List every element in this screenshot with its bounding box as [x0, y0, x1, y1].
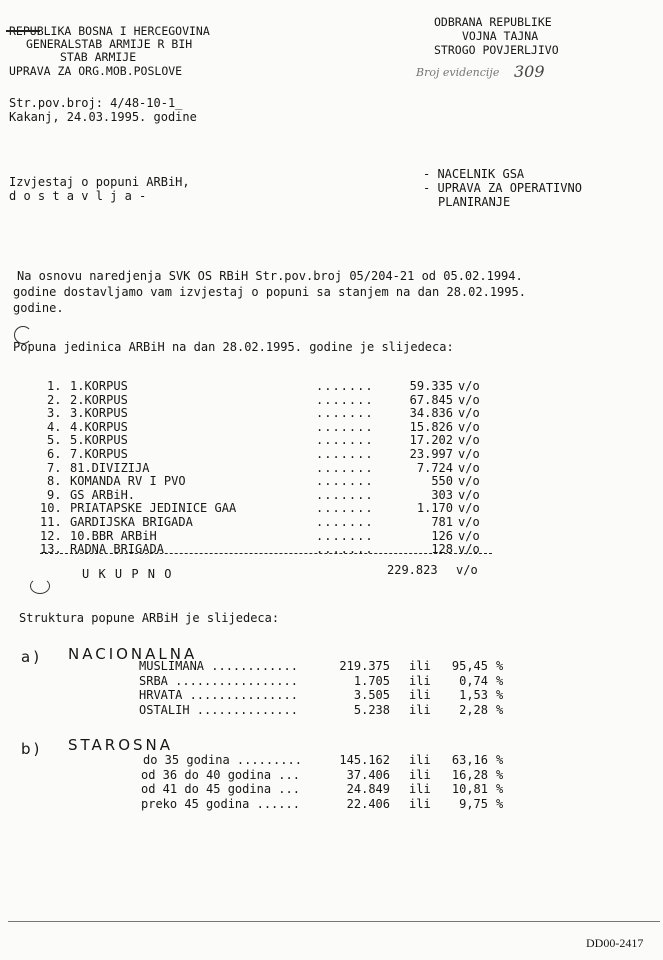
age-row — [0, 797, 663, 811]
unit-row — [0, 488, 663, 502]
unit-name: 5.KORPUS — [70, 433, 128, 448]
unit-number: 2. — [47, 392, 62, 407]
age-value: 24.849 — [346, 782, 390, 796]
age-percent: 9,75 — [459, 796, 488, 811]
unit-unit: v/o — [458, 501, 480, 516]
age-label: od 36 do 40 godina ... — [141, 767, 300, 782]
national-row — [0, 688, 663, 702]
age-row — [0, 753, 663, 767]
total-separator — [40, 553, 492, 554]
national-ili: ili — [409, 702, 431, 717]
age-percent-sign: % — [496, 753, 504, 767]
unit-name: GS ARBiH. — [70, 487, 136, 502]
unit-unit: v/o — [458, 447, 480, 461]
intro-line-3: godine. — [13, 301, 64, 315]
unit-name: RADNA BRIGADA — [70, 542, 164, 557]
unit-name: 4.KORPUS — [70, 419, 128, 434]
national-label: HRVATA ............... — [139, 688, 298, 702]
unit-row — [0, 501, 663, 515]
unit-row — [0, 393, 663, 407]
header-republic: REPUBLIKA BOSNA I HERCEGOVINA — [9, 24, 210, 38]
age-percent: 63,16 — [451, 753, 488, 767]
age-value: 145.162 — [339, 753, 390, 767]
unit-unit: v/o — [458, 392, 480, 407]
unit-dots: ....... — [316, 392, 374, 407]
unit-number: 6. — [47, 447, 62, 461]
age-percent-sign: % — [496, 796, 504, 811]
unit-unit: v/o — [458, 487, 480, 502]
structure-heading: Struktura popune ARBiH je slijedeca: — [19, 611, 280, 625]
header-defense: ODBRANA REPUBLIKE — [434, 15, 552, 29]
national-value: 5.238 — [353, 702, 390, 717]
age-ili: ili — [409, 796, 431, 811]
unit-value: 17.202 — [409, 433, 453, 448]
national-title: NACIONALNA — [68, 645, 198, 663]
national-percent-sign: % — [496, 659, 504, 673]
national-row — [0, 659, 663, 673]
unit-value: 34.836 — [409, 406, 453, 421]
unit-row — [0, 515, 663, 529]
unit-number: 8. — [47, 474, 62, 489]
unit-number: 13. — [40, 542, 62, 557]
national-label: MUSLIMANA ............ — [139, 659, 298, 673]
unit-unit: v/o — [458, 474, 480, 489]
unit-name: 10.BBR ARBiH — [70, 528, 157, 543]
unit-unit: v/o — [458, 419, 480, 434]
unit-value: 126 — [431, 528, 453, 543]
unit-row — [0, 529, 663, 543]
unit-unit: v/o — [458, 542, 480, 557]
strike-mark — [6, 30, 40, 32]
unit-name: 7.KORPUS — [70, 447, 128, 461]
age-title: STAROSNA — [68, 736, 174, 754]
national-ili: ili — [409, 688, 431, 702]
unit-name: 81.DIVIZIJA — [70, 460, 150, 475]
unit-value: 15.826 — [409, 419, 453, 434]
reference-number: Str.pov.broj: 4/48-10-1_ — [9, 96, 183, 110]
units-heading: Popuna jedinica ARBiH na dan 28.02.1995. godine je slijedeca: — [13, 340, 454, 354]
unit-value: 128 — [431, 542, 453, 557]
unit-name: 2.KORPUS — [70, 392, 128, 407]
unit-dots: ....... — [316, 447, 374, 461]
age-label: od 41 do 45 godina ... — [141, 782, 300, 796]
national-value: 1.705 — [353, 673, 390, 688]
national-percent-sign: % — [496, 702, 504, 717]
unit-dots: ....... — [316, 501, 374, 516]
unit-value: 303 — [431, 487, 453, 502]
age-label: preko 45 godina ...... — [141, 796, 300, 811]
national-label: SRBA ................. — [139, 673, 298, 688]
subject-line: Izvjestaj o popuni ARBiH, — [9, 175, 190, 189]
unit-unit: v/o — [458, 515, 480, 529]
unit-dots: ....... — [316, 542, 374, 557]
total-value: 229.823 — [387, 563, 438, 577]
national-label: OSTALIH .............. — [139, 702, 298, 717]
unit-dots: ....... — [316, 460, 374, 475]
age-percent: 10,81 — [451, 782, 488, 796]
national-percent: 1,53 — [459, 688, 488, 702]
unit-dots: ....... — [316, 515, 374, 529]
national-row — [0, 703, 663, 717]
unit-dots: ....... — [316, 406, 374, 421]
header-department: UPRAVA ZA ORG.MOB.POSLOVE — [9, 64, 183, 78]
unit-row — [0, 433, 663, 447]
national-marker: a) — [21, 648, 43, 666]
recipient-chief: - NACELNIK GSA — [423, 167, 525, 181]
total-label: U K U P N O — [82, 567, 173, 581]
subject-delivery: d o s t a v l j a - — [9, 189, 147, 203]
age-percent-sign: % — [496, 782, 504, 796]
unit-dots: ....... — [316, 433, 374, 448]
unit-unit: v/o — [458, 379, 480, 393]
age-ili: ili — [409, 782, 431, 796]
age-row — [0, 782, 663, 796]
national-percent: 0,74 — [459, 673, 488, 688]
unit-dots: ....... — [316, 474, 374, 489]
header-army-staff: STAB ARMIJE — [60, 50, 137, 64]
unit-number: 5. — [47, 433, 62, 448]
unit-unit: v/o — [458, 433, 480, 448]
unit-row — [0, 379, 663, 393]
punch-hole-mark-2 — [30, 578, 50, 594]
national-percent: 95,45 — [451, 659, 488, 673]
recipient-planning: PLANIRANJE — [438, 195, 511, 209]
age-percent: 16,28 — [451, 767, 488, 782]
national-value: 3.505 — [353, 688, 390, 702]
stamp-label: Broj evidencije — [416, 66, 500, 79]
unit-value: 7.724 — [416, 460, 453, 475]
intro-line-2: godine dostavljamo vam izvjestaj o popuni sa stanjem na dan 28.02.1995. — [13, 285, 526, 299]
unit-value: 67.845 — [409, 392, 453, 407]
unit-value: 781 — [431, 515, 453, 529]
age-label: do 35 godina ......... — [143, 753, 302, 767]
age-ili: ili — [409, 767, 431, 782]
age-row — [0, 768, 663, 782]
unit-number: 12. — [40, 528, 62, 543]
unit-value: 59.335 — [409, 379, 453, 393]
national-value: 219.375 — [339, 659, 390, 673]
unit-dots: ....... — [316, 487, 374, 502]
unit-row — [0, 447, 663, 461]
unit-number: 4. — [47, 419, 62, 434]
unit-value: 23.997 — [409, 447, 453, 461]
bottom-rule — [8, 921, 660, 922]
national-row — [0, 674, 663, 688]
intro-line-1: Na osnovu naredjenja SVK OS RBiH Str.pov.broj 05/204-21 od 05.02.1994. — [17, 269, 523, 283]
national-percent: 2,28 — [459, 702, 488, 717]
unit-unit: v/o — [458, 460, 480, 475]
total-unit: v/o — [456, 563, 478, 577]
age-value: 37.406 — [346, 767, 390, 782]
unit-name: KOMANDA RV I PVO — [70, 474, 186, 489]
national-percent-sign: % — [496, 673, 504, 688]
unit-number: 7. — [47, 460, 62, 475]
national-ili: ili — [409, 673, 431, 688]
national-ili: ili — [409, 659, 431, 673]
recipient-operations: - UPRAVA ZA OPERATIVNO — [423, 181, 582, 195]
unit-number: 1. — [47, 379, 62, 393]
unit-dots: ....... — [316, 379, 374, 393]
unit-number: 9. — [47, 487, 62, 502]
age-marker: b) — [21, 740, 43, 758]
unit-value: 550 — [431, 474, 453, 489]
unit-name: PRIATAPSKE JEDINICE GAA — [70, 501, 237, 516]
footer-code: DD00-2417 — [586, 936, 644, 950]
unit-name: GARDIJSKA BRIGADA — [70, 515, 193, 529]
unit-row — [0, 542, 663, 556]
unit-number: 11. — [40, 515, 62, 529]
unit-dots: ....... — [316, 419, 374, 434]
unit-number: 3. — [47, 406, 62, 421]
header-military-secret: VOJNA TAJNA — [462, 29, 539, 43]
national-percent-sign: % — [496, 688, 504, 702]
age-percent-sign: % — [496, 767, 504, 782]
unit-number: 10. — [40, 501, 62, 516]
unit-unit: v/o — [458, 406, 480, 421]
unit-name: 1.KORPUS — [70, 379, 128, 393]
unit-unit: v/o — [458, 528, 480, 543]
unit-row — [0, 406, 663, 420]
age-ili: ili — [409, 753, 431, 767]
header-general-staff: GENERALSTAB ARMIJE R BIH — [26, 37, 193, 51]
unit-row — [0, 420, 663, 434]
unit-row — [0, 461, 663, 475]
age-value: 22.406 — [346, 796, 390, 811]
stamp-number: 309 — [514, 62, 545, 81]
unit-row — [0, 474, 663, 488]
unit-value: 1.170 — [416, 501, 453, 516]
unit-dots: ....... — [316, 528, 374, 543]
unit-name: 3.KORPUS — [70, 406, 128, 421]
header-strictly-confidential: STROGO POVJERLJIVO — [434, 43, 559, 57]
place-date: Kakanj, 24.03.1995. godine — [9, 110, 197, 124]
